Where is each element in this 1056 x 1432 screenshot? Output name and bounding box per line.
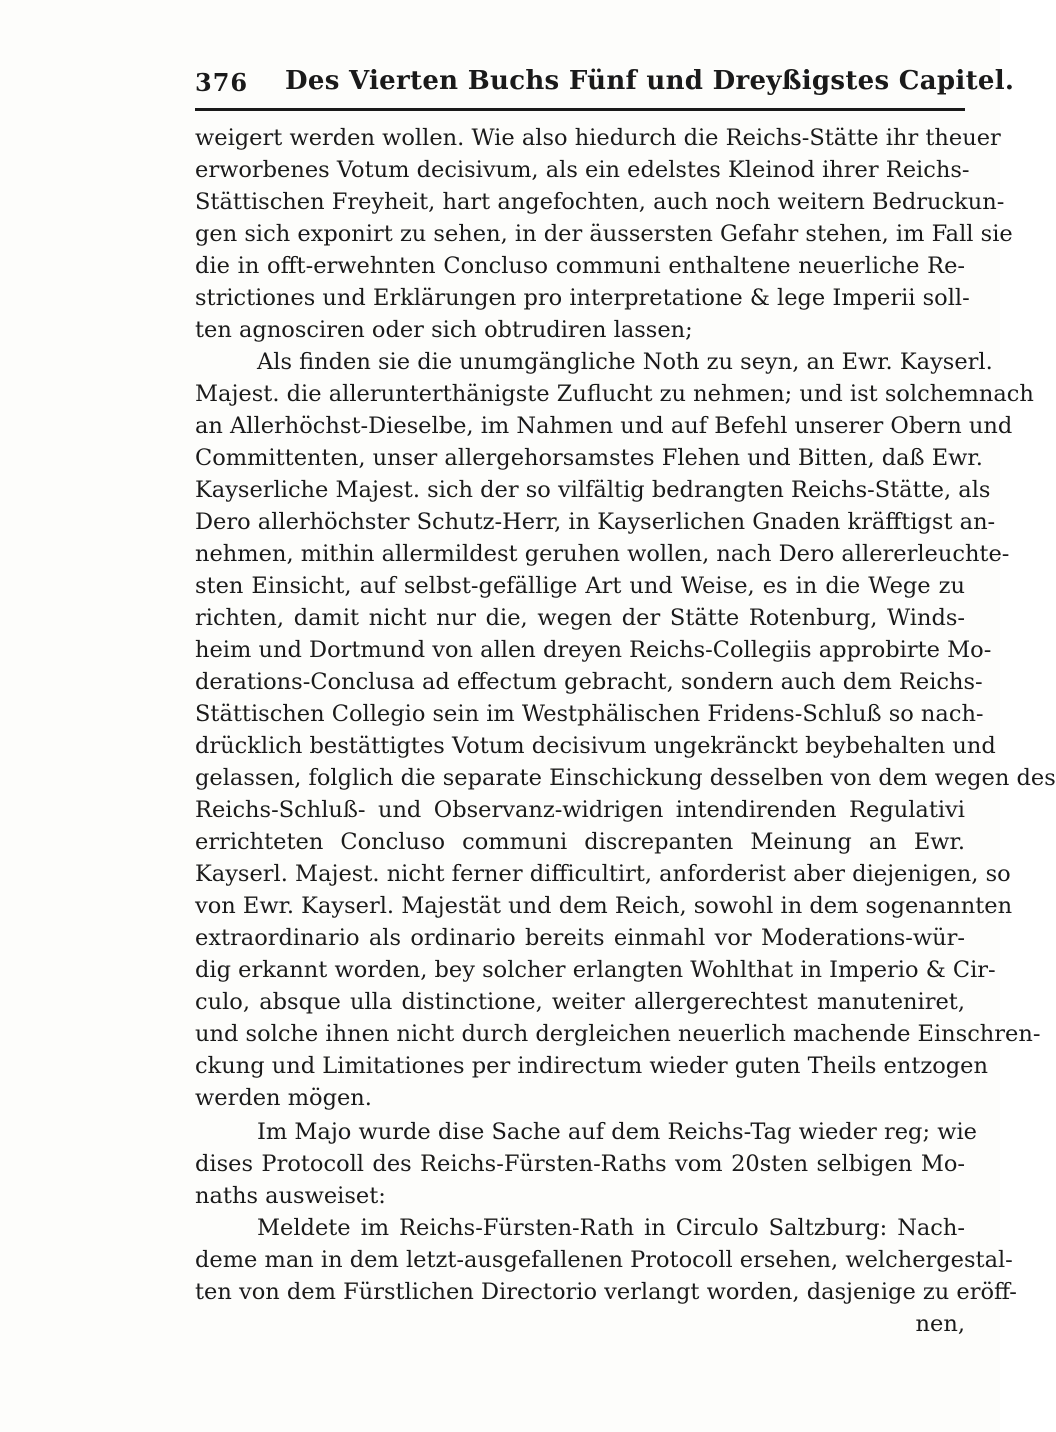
text-line: richten, damit nicht nur die, wegen der Stätte Rotenburg, Winds-: [195, 605, 965, 631]
text-line: strictiones und Erklärungen pro interpretatione & lege Imperii soll-: [195, 285, 970, 311]
running-title: Des Vierten Buchs Fünf und Dreyßigstes Capitel.: [285, 66, 1015, 96]
text-line: und solche ihnen nicht durch dergleichen neuerlich machende Einschren-: [195, 1021, 1041, 1047]
text-line: nehmen, mithin allermildest geruhen wollen, nach Dero allererleuchte-: [195, 541, 1010, 567]
text-line: extraordinario als ordinario bereits einmahl vor Moderations-wür-: [195, 925, 965, 951]
header-rule: [195, 108, 965, 111]
text-line: ten agnosciren oder sich obtrudiren lassen;: [195, 317, 693, 343]
text-line: Reichs-Schluß- und Observanz-widrigen intendirenden Regulativi: [195, 797, 965, 823]
text-line: werden mögen.: [195, 1085, 372, 1111]
page-number: 376: [195, 68, 249, 97]
body-text: [195, 122, 1056, 1340]
text-line: dises Protocoll des Reichs-Fürsten-Raths vom 20sten selbigen Mo-: [195, 1151, 965, 1177]
text-line: Im Majo wurde dise Sache auf dem Reichs-Tag wieder reg; wie: [257, 1119, 977, 1145]
text-line: Majest. die allerunterthänigste Zuflucht zu nehmen; und ist solchemnach: [195, 381, 1034, 407]
text-line: Committenten, unser allergehorsamstes Flehen und Bitten, daß Ewr.: [195, 445, 983, 471]
text-line: errichteten Concluso communi discrepanten Meinung an Ewr.: [195, 829, 965, 855]
text-line: naths ausweiset:: [195, 1183, 386, 1209]
text-line: deme man in dem letzt-ausgefallenen Protocoll ersehen, welchergestal-: [195, 1247, 1013, 1273]
text-line: gelassen, folglich die separate Einschickung desselben von dem wegen des: [195, 765, 1056, 791]
text-line: ten von dem Fürstlichen Directorio verlangt worden, dasjenige zu eröff-: [195, 1279, 1017, 1305]
text-line: derations-Conclusa ad effectum gebracht, sondern auch dem Reichs-: [195, 669, 983, 695]
text-line: von Ewr. Kayserl. Majestät und dem Reich, sowohl in dem sogenannten: [195, 893, 1013, 919]
text-line: Kayserliche Majest. sich der so vilfältig bedrangten Reichs-Stätte, als: [195, 477, 991, 503]
text-line: Stättischen Collegio sein im Westphälischen Fridens-Schluß so nach-: [195, 701, 984, 727]
text-line: Dero allerhöchster Schutz-Herr, in Kayserlichen Gnaden kräfftigst an-: [195, 509, 996, 535]
text-line: culo, absque ulla distinctione, weiter allergerechtest manuteniret,: [195, 989, 965, 1015]
text-line: dig erkannt worden, bey solcher erlangten Wohlthat in Imperio & Cir-: [195, 957, 996, 983]
text-line: weigert werden wollen. Wie also hiedurch die Reichs-Stätte ihr theuer: [195, 125, 1001, 151]
text-line: ckung und Limitationes per indirectum wieder guten Theils entzogen: [195, 1053, 988, 1079]
text-line: heim und Dortmund von allen dreyen Reichs-Collegiis approbirte Mo-: [195, 637, 992, 663]
text-line: Meldete im Reichs-Fürsten-Rath in Circulo Saltzburg: Nach-: [257, 1215, 965, 1241]
text-line: drücklich bestättigtes Votum decisivum ungekränckt beybehalten und: [195, 733, 996, 759]
text-line: sten Einsicht, auf selbst-gefällige Art und Weise, es in die Wege zu: [195, 573, 965, 599]
text-line: Kayserl. Majest. nicht ferner difficultirt, anforderist aber diejenigen, so: [195, 861, 1011, 887]
page-header: [195, 62, 1015, 102]
text-line: Als finden sie die unumgängliche Noth zu seyn, an Ewr. Kayserl.: [257, 349, 993, 375]
text-line: an Allerhöchst-Dieselbe, im Nahmen und auf Befehl unserer Obern und: [195, 413, 1013, 439]
text-line: erworbenes Votum decisivum, als ein edelstes Kleinod ihrer Reichs-: [195, 157, 970, 183]
text-line: Stättischen Freyheit, hart angefochten, auch noch weitern Bedruckun-: [195, 189, 1005, 215]
text-line: gen sich exponirt zu sehen, in der äussersten Gefahr stehen, im Fall sie: [195, 221, 1013, 247]
catchword: nen,: [915, 1311, 965, 1337]
text-line: die in offt-erwehnten Concluso communi enthaltene neuerliche Re-: [195, 253, 965, 279]
